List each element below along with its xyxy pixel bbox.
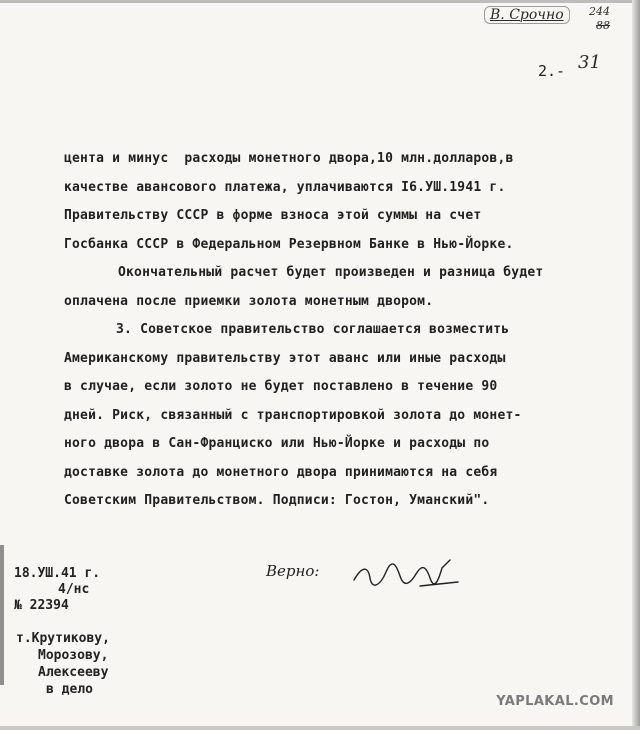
distribution-item: в дело	[46, 682, 93, 697]
body-line: цента и минус расходы монетного двора,10 млн.долларов,в	[64, 151, 514, 166]
scan-right-edge	[632, 0, 640, 730]
body-line: ного двора в Сан-Франциско или Нью-Йорке и расходы по	[64, 436, 490, 451]
distribution-item: т.Крутикову,	[16, 631, 110, 646]
body-line: 3. Советское правительство соглашается возместить	[116, 322, 510, 337]
body-line: Американскому правительству этот аванс или иные расходы	[64, 350, 506, 366]
body-line: оплачена после приемки золота монетным двором.	[64, 293, 434, 309]
sheet-number-struck: 88	[596, 19, 610, 32]
urgent-handwritten-note: В. Срочно	[484, 6, 570, 24]
site-watermark: YAPLAKAL.COM	[496, 694, 614, 709]
registration-date: 18.УШ.41 г.	[14, 566, 101, 581]
document-body	[64, 145, 604, 516]
registration-block	[14, 566, 100, 614]
body-line: доставке золота до монетного двора принимаются на себя	[64, 464, 498, 480]
distribution-item: Алексееву	[38, 665, 109, 680]
body-line: Госбанка СССР в Федеральном Резервном Банке в Нью-Йорке.	[64, 236, 514, 252]
signature-mark	[350, 556, 460, 592]
sheet-number: 244	[589, 5, 610, 18]
distribution-item: Морозову,	[38, 648, 109, 663]
verified-label: Верно:	[266, 562, 320, 580]
body-line: дней. Риск, связанный с транспортировкой золота до монет-	[64, 407, 522, 423]
body-line: качестве авансового платежа, уплачиваются I6.УШ.1941 г.	[64, 179, 506, 195]
body-line: Советским Правительством. Подписи: Гостон, Уманский".	[64, 493, 490, 508]
sheet-number-handwritten	[589, 5, 610, 33]
registration-code: 4/нс	[58, 582, 90, 597]
body-line: Правительству СССР в форме взноса этой суммы на счет	[64, 208, 482, 223]
distribution-list	[16, 630, 110, 698]
scan-top-edge	[0, 0, 640, 3]
registration-number: № 22394	[14, 598, 69, 613]
body-line: в случае, если золото не будет поставлено в течение 90	[64, 379, 498, 394]
typed-page-number: 2.-	[538, 62, 566, 80]
scan-left-edge-mark	[0, 545, 4, 685]
body-line: Окончательный расчет будет произведен и разница будет	[118, 265, 544, 280]
scan-bottom-edge	[0, 726, 640, 730]
handwritten-page-number: 31	[578, 52, 601, 73]
